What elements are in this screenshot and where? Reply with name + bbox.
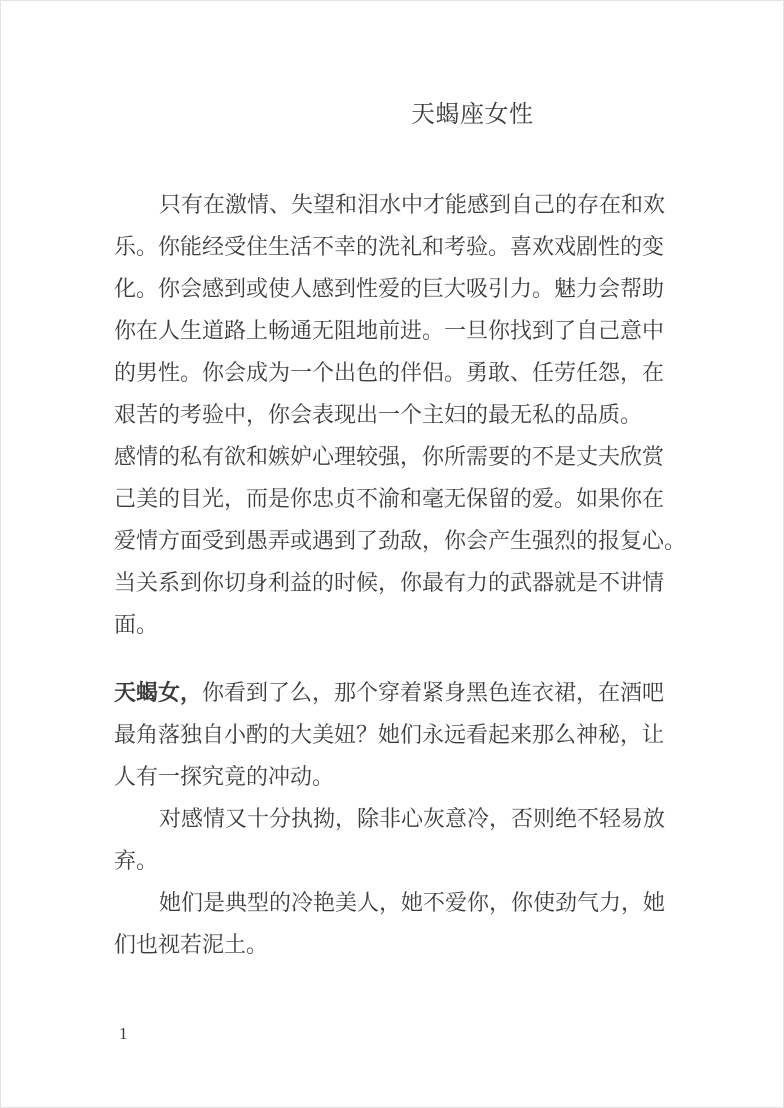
page-title: 天蝎座女性: [411, 102, 534, 128]
text-line: 艰苦的考验中，你会表现出一个主妇的最无私的品质。: [114, 402, 643, 427]
text-line: 你在人生道路上畅通无阻地前进。一旦你找到了自己意中: [114, 318, 665, 343]
text-line: 人有一探究竟的冲动。: [114, 764, 335, 789]
text-line: 乐。你能经受住生活不幸的洗礼和考验。喜欢戏剧性的变: [114, 234, 665, 259]
text-line: 只有在激情、失望和泪水中才能感到自己的存在和欢: [159, 192, 666, 217]
text-line: 己美的目光，而是你忠贞不渝和毫无保留的爱。如果你在: [114, 486, 665, 511]
text-line: 她们是典型的冷艳美人，她不爱你，你使劲气力，她: [159, 890, 666, 915]
paragraph-spacer: [114, 646, 674, 672]
text-line: 最角落独自小酌的大美妞？她们永远看起来那么神秘，让: [114, 722, 665, 747]
text-line: 面。: [114, 612, 159, 637]
text-line: 对感情又十分执拗，除非心灰意冷，否则绝不轻易放: [159, 806, 666, 831]
text-line: 当关系到你切身利益的时候，你最有力的武器就是不讲情: [114, 570, 665, 595]
page-number: 1: [119, 1024, 128, 1043]
text-line: [114, 672, 674, 714]
text-line: 感情的私有欲和嫉妒心理较强，你所需要的不是丈夫欣赏: [114, 444, 665, 469]
text-line: 弃。: [114, 848, 159, 873]
text-line: 爱情方面受到愚弄或遇到了劲敌，你会产生强烈的报复心。: [114, 528, 687, 553]
paragraph-lead-bold: 天蝎女，: [114, 680, 203, 705]
text-line: 的男性。你会成为一个出色的伴侣。勇敢、任劳任怨，在: [114, 360, 665, 385]
text-line: 化。你会感到或使人感到性爱的巨大吸引力。魅力会帮助: [114, 276, 665, 301]
document-body: [114, 184, 687, 966]
text-line: 们也视若泥土。: [114, 932, 269, 957]
text-span: 你看到了么，那个穿着紧身黑色连衣裙，在酒吧: [202, 680, 665, 705]
